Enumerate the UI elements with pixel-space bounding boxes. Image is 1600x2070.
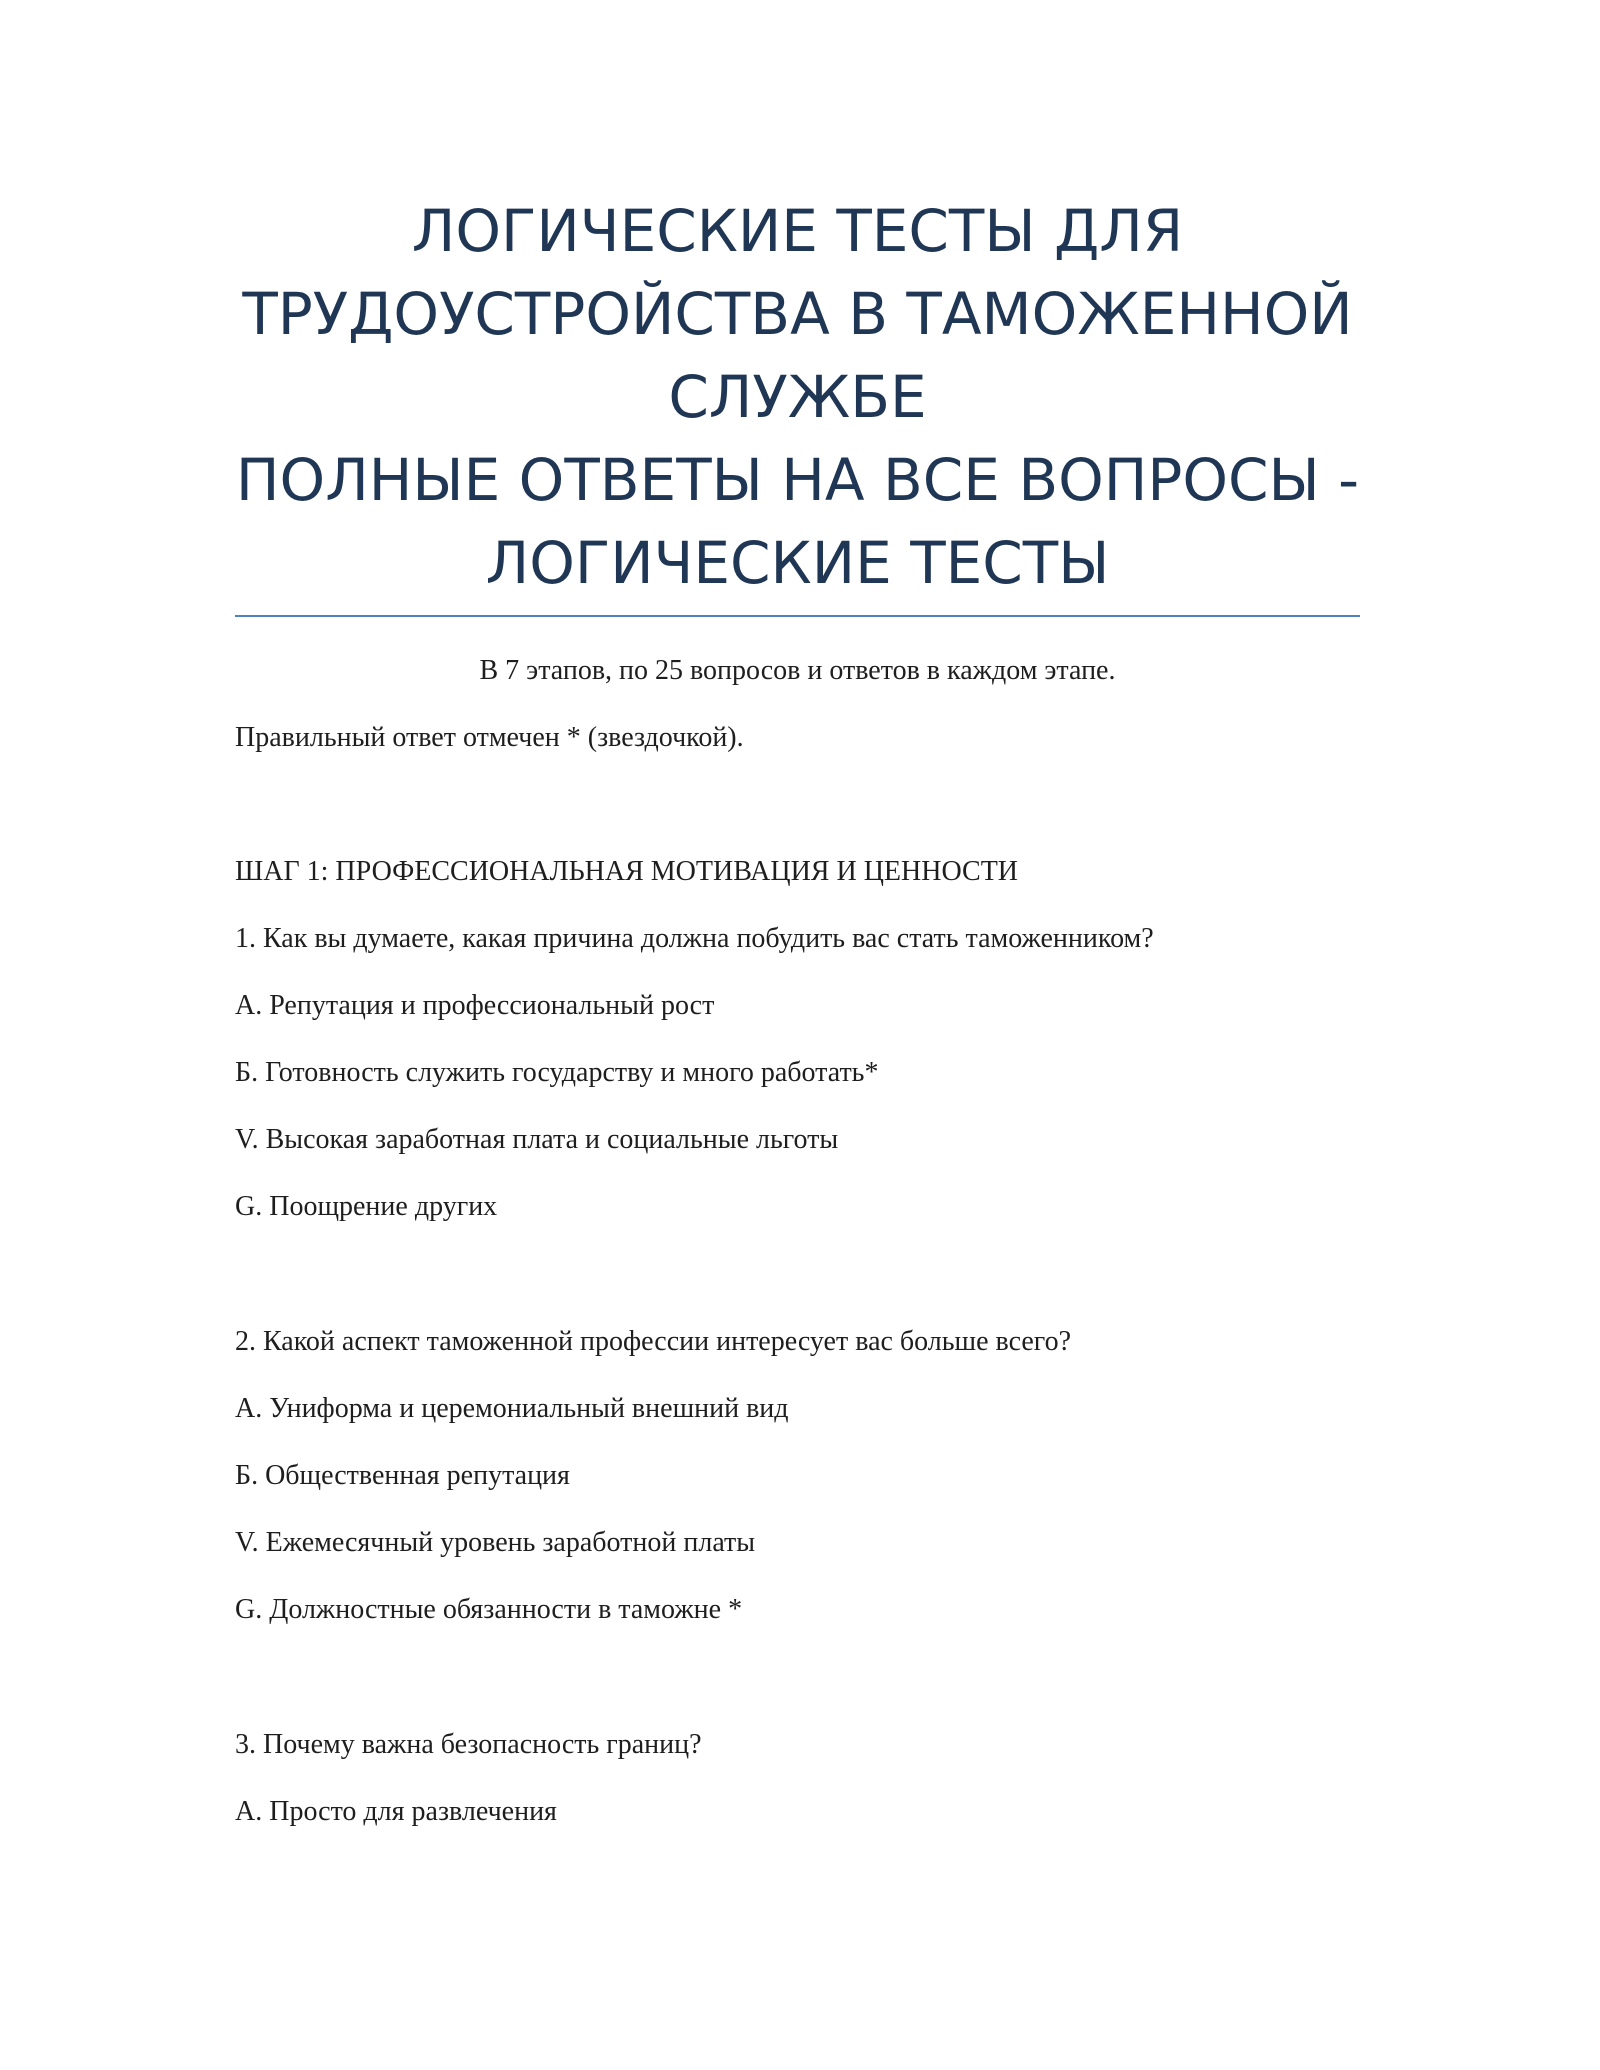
question-3: 3. Почему важна безопасность границ?: [235, 1729, 702, 1760]
document-title: [235, 190, 1360, 605]
q2-answer-g: G. Должностные обязанности в таможне *: [235, 1594, 743, 1625]
question-1: 1. Как вы думаете, какая причина должна побудить вас стать таможенником?: [235, 923, 1154, 954]
q3-answer-a: А. Просто для развлечения: [235, 1796, 557, 1827]
document-page: [235, 190, 1360, 617]
q2-answer-b: Б. Общественная репутация: [235, 1460, 570, 1491]
title-line-1: ЛОГИЧЕСКИЕ ТЕСТЫ ДЛЯ: [411, 197, 1184, 265]
title-line-3: СЛУЖБЕ: [668, 363, 927, 431]
q1-answer-v: V. Высокая заработная плата и социальные льготы: [235, 1124, 839, 1155]
q1-answer-a: А. Репутация и профессиональный рост: [235, 990, 715, 1021]
q2-answer-a: А. Униформа и церемониальный внешний вид: [235, 1393, 789, 1424]
title-line-2: ТРУДОУСТРОЙСТВА В ТАМОЖЕННОЙ: [242, 280, 1353, 348]
q1-answer-b: Б. Готовность служить государству и много работать*: [235, 1057, 879, 1088]
title-divider: [235, 615, 1360, 617]
q2-answer-v: V. Ежемесячный уровень заработной платы: [235, 1527, 756, 1558]
intro-note: Правильный ответ отмечен * (звездочкой).: [235, 722, 744, 753]
question-2: 2. Какой аспект таможенной профессии интересует вас больше всего?: [235, 1326, 1071, 1357]
title-line-4: ПОЛНЫЕ ОТВЕТЫ НА ВСЕ ВОПРОСЫ -: [235, 446, 1360, 514]
q1-answer-g: G. Поощрение других: [235, 1191, 498, 1222]
intro-stages: В 7 этапов, по 25 вопросов и ответов в каждом этапе.: [479, 655, 1116, 686]
title-line-5: ЛОГИЧЕСКИЕ ТЕСТЫ: [485, 529, 1110, 597]
step1-heading: ШАГ 1: ПРОФЕССИОНАЛЬНАЯ МОТИВАЦИЯ И ЦЕННОСТИ: [235, 856, 1019, 887]
